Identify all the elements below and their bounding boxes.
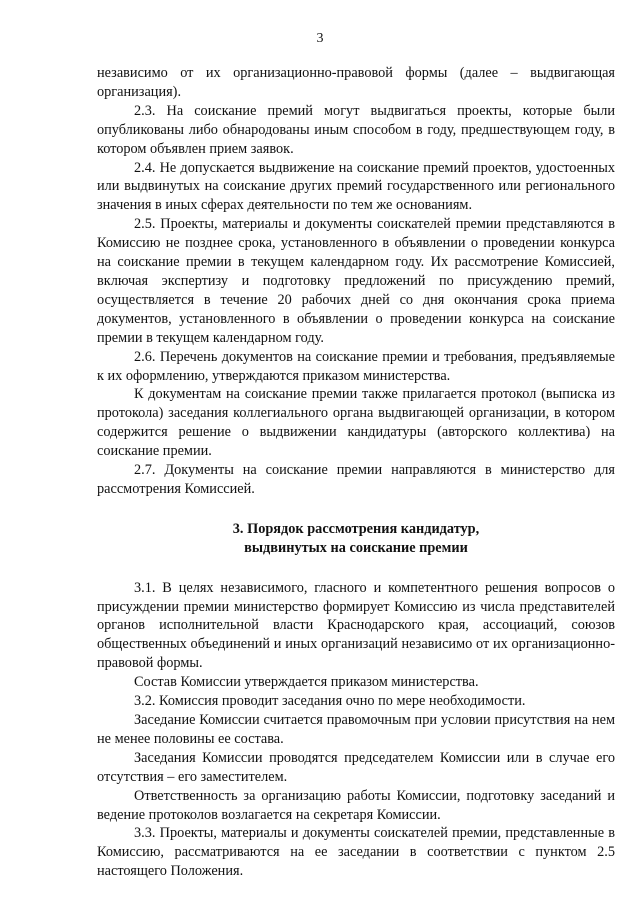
paragraph: независимо от их организационно-правовой формы (далее – выдвигающая организация).	[97, 65, 615, 100]
spacer	[97, 558, 615, 579]
paragraph: Заседания Комиссии проводятся председателем Комиссии или в случае его отсутствия – его заместителем.	[97, 749, 615, 785]
spacer	[97, 499, 615, 520]
section-heading-line-1: 3. Порядок рассмотрения кандидатур,	[232, 520, 480, 537]
paragraph: 3.3. Проекты, материалы и документы соискателей премии, представленные в Комиссию, рассматриваются на ее заседании в соответствии с пунктом 2.5 настоящего Положения.	[97, 825, 615, 880]
paragraph: Заседание Комиссии считается правомочным при условии присутствия на нем не менее половины ее состава.	[97, 712, 615, 747]
paragraph: 3.1. В целях независимого, гласного и компетентного решения вопросов о присуждении премии министерство формирует Комиссию из числа представителей органов исполнительной власти Краснодарского края, ассоциаций, союзов общественных объединений и иных организаций независимо от их организационно-правовой формы.	[97, 579, 615, 672]
section-heading-line-2: выдвинутых на соискание премии	[244, 539, 468, 556]
paragraph: 2.4. Не допускается выдвижение на соискание премий проектов, удостоенных или выдвинутых на соискание других премий государственного или регионального значения в иных сферах деятельности по тем же основаниям.	[97, 159, 615, 214]
section-2-continuation	[97, 64, 615, 499]
paragraph: К документам на соискание премии также прилагается протокол (выписка из протокола) заседания коллегиального органа выдвигающей организации, в котором содержится решение о выдвижении кандидатуры (авторского коллектива) на соискание премии.	[97, 386, 615, 460]
paragraph: 3.2. Комиссия проводит заседания очно по мере необходимости.	[134, 693, 526, 710]
section-3-body	[97, 579, 615, 882]
paragraph: Ответственность за организацию работы Комиссии, подготовку заседаний и ведение протоколов возлагается на секретаря Комиссии.	[97, 787, 615, 823]
paragraph: 2.6. Перечень документов на соискание премии и требования, предъявляемые к их оформлению, утверждаются приказом министерства.	[97, 348, 615, 384]
document-body	[97, 64, 615, 881]
paragraph: 2.3. На соискание премий могут выдвигаться проекты, которые были опубликованы либо обнародованы иным способом в году, предшествующем году, в котором объявлен прием заявок.	[97, 102, 615, 157]
paragraph: Состав Комиссии утверждается приказом министерства.	[134, 674, 479, 691]
page-number: 3	[316, 31, 324, 46]
section-heading	[97, 520, 615, 558]
paragraph: 2.7. Документы на соискание премии направляются в министерство для рассмотрения Комиссией.	[97, 462, 615, 497]
paragraph: 2.5. Проекты, материалы и документы соискателей премии представляются в Комиссию не позднее срока, установленного в объявлении о проведении конкурса на соискание премии в текущем календарном году. Их рассмотрение Комиссией, включая экспертизу и подготовку предложений по присуждению премий, осуществляется в течение 20 рабочих дней со дня окончания срока приема документов, установленного в объявлении о проведении конкурса на соискание премии в текущем календарном году.	[97, 216, 615, 346]
